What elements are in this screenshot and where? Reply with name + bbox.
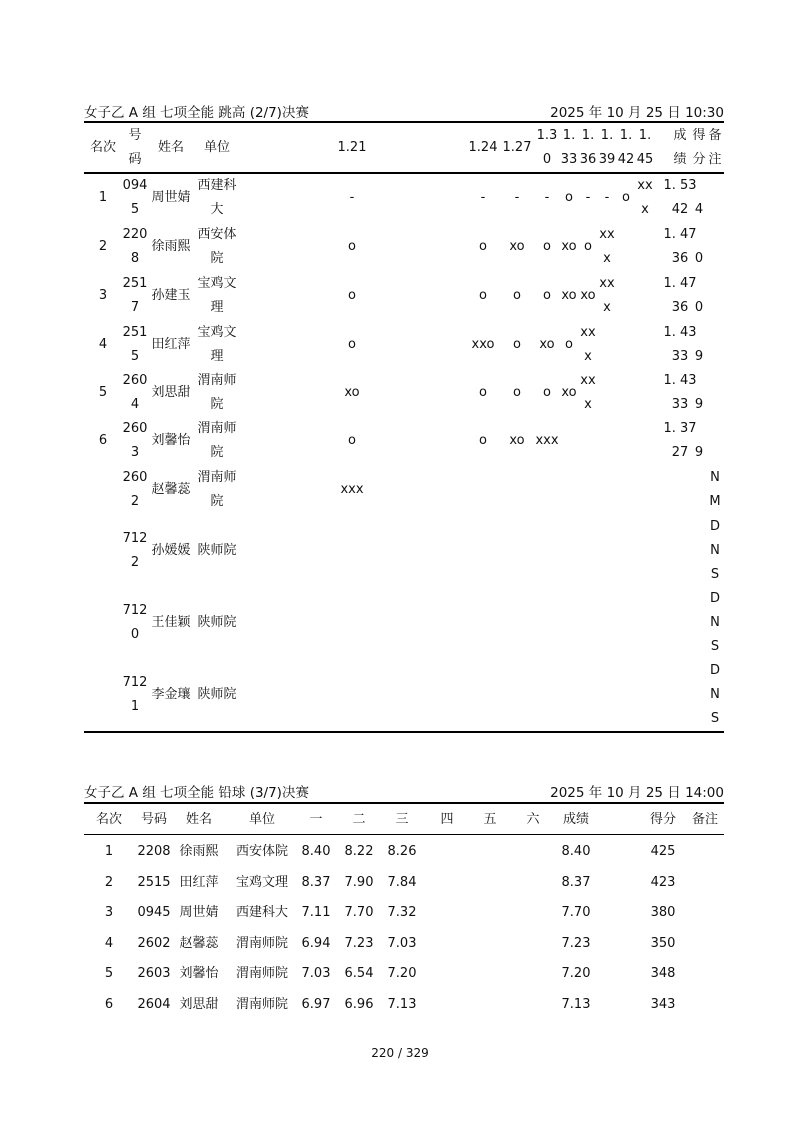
row-attempt-h124: o xyxy=(479,288,487,303)
col-height-header: 1. xyxy=(581,128,595,143)
row-attempt-h133: xo xyxy=(561,385,577,400)
row-attempt-h139: - xyxy=(604,190,610,205)
row-bib: 5 xyxy=(130,349,140,364)
row-result: 42 xyxy=(671,202,689,217)
row-unit: 理 xyxy=(210,349,224,364)
row-athlete-name: 刘思甜 xyxy=(151,385,191,400)
row-attempt-h121: o xyxy=(348,433,356,448)
shotput-header-cell: 一 xyxy=(309,812,323,827)
section2-title: 女子乙 A 组 七项全能 铅球 (3/7)决赛 xyxy=(84,785,309,801)
shotput-cell: 7.03 xyxy=(301,966,331,981)
row-athlete-name: 徐雨熙 xyxy=(151,239,191,254)
row-result: 1. 43 xyxy=(663,325,697,340)
row-unit: 渭南师 xyxy=(197,470,237,485)
shotput-cell: 380 xyxy=(650,905,676,920)
row-attempt-h136: x xyxy=(584,349,592,364)
shotput-cell: 2515 xyxy=(137,874,171,890)
row-attempt-h139: x xyxy=(603,251,611,266)
row-attempt-h133: xo xyxy=(561,288,577,303)
shotput-cell: 6 xyxy=(104,996,114,1012)
row-attempt-h136: xx xyxy=(580,373,596,388)
shotput-header-cell: 姓名 xyxy=(185,812,213,827)
col-height-header: 1. xyxy=(562,128,576,143)
row-attempt-h127: xo xyxy=(509,433,525,448)
row-result: 36 xyxy=(671,300,689,315)
row-attempt-h130: xxx xyxy=(535,433,559,448)
section1-title: 女子乙 A 组 七项全能 跳高 (2/7)决赛 xyxy=(84,105,309,121)
row-bib: 5 xyxy=(130,202,140,217)
row-unit: 理 xyxy=(210,300,224,315)
section1-top-rule xyxy=(84,121,724,123)
shotput-cell: 7.13 xyxy=(387,996,417,1012)
col-result-header: 成 xyxy=(673,128,687,143)
row-result: 1. 37 xyxy=(663,421,697,436)
row-result: 33 xyxy=(671,349,689,364)
row-attempt-h127: xo xyxy=(509,239,525,254)
shotput-cell: 7.70 xyxy=(561,905,591,920)
row-rank: 2 xyxy=(98,239,108,254)
row-remark: S xyxy=(710,711,720,726)
row-bib: 7 xyxy=(130,300,140,315)
shotput-cell: 5 xyxy=(104,966,114,981)
shotput-cell: 343 xyxy=(650,996,676,1012)
row-attempt-h124: o xyxy=(479,385,487,400)
shotput-cell: 刘思甜 xyxy=(179,996,219,1012)
shotput-cell: 2 xyxy=(104,874,114,890)
shotput-header-cell: 成绩 xyxy=(562,812,590,827)
row-bib: 712 xyxy=(122,603,148,618)
row-bib: 260 xyxy=(122,421,148,436)
row-attempt-h133: xo xyxy=(561,239,577,254)
col-height-header: 1.27 xyxy=(502,140,532,155)
shotput-cell: 3 xyxy=(104,905,114,920)
col-remark-header: 注 xyxy=(708,152,722,167)
row-athlete-name: 王佳颖 xyxy=(151,615,191,630)
row-rank: 6 xyxy=(98,433,108,448)
col-name-header: 姓名 xyxy=(157,140,185,155)
row-attempt-h130: - xyxy=(544,190,550,205)
row-rank: 1 xyxy=(98,190,108,205)
row-remark: N xyxy=(710,687,720,702)
row-attempt-h130: o xyxy=(543,385,551,400)
row-bib: 8 xyxy=(130,251,140,266)
shotput-cell: 田红萍 xyxy=(179,874,219,890)
row-athlete-name: 孙建玉 xyxy=(151,288,191,303)
shotput-cell: 2604 xyxy=(137,996,171,1012)
shotput-header-cell: 单位 xyxy=(248,812,276,827)
row-points: 9 xyxy=(694,397,704,412)
row-attempt-h121: - xyxy=(349,190,355,205)
shotput-cell: 渭南师院 xyxy=(235,935,289,951)
row-athlete-name: 周世婧 xyxy=(151,190,191,205)
shotput-cell: 8.40 xyxy=(301,844,331,859)
shotput-header-cell: 备注 xyxy=(691,812,719,827)
row-attempt-h142: o xyxy=(622,190,630,205)
col-bib-header: 号 xyxy=(128,128,142,143)
section1-bottom-rule xyxy=(84,731,724,733)
shotput-cell: 7.70 xyxy=(344,905,374,920)
row-bib: 0 xyxy=(130,627,140,642)
col-points-header: 得 xyxy=(692,128,706,143)
row-athlete-name: 孙媛媛 xyxy=(151,543,191,558)
row-attempt-h139: x xyxy=(603,300,611,315)
row-bib: 220 xyxy=(122,227,148,242)
row-unit: 院 xyxy=(210,251,224,266)
col-bib-header: 码 xyxy=(128,152,142,167)
row-attempt-h130: o xyxy=(543,239,551,254)
shotput-cell: 350 xyxy=(650,935,676,951)
row-attempt-h133: o xyxy=(565,337,573,352)
shotput-cell: 7.11 xyxy=(301,905,331,920)
row-unit: 陕师院 xyxy=(197,543,237,558)
shotput-cell: 7.23 xyxy=(344,935,374,951)
row-unit: 宝鸡文 xyxy=(197,325,237,340)
row-points: 0 xyxy=(694,251,704,266)
shotput-cell: 2602 xyxy=(137,935,171,951)
row-result: 36 xyxy=(671,251,689,266)
row-bib: 2 xyxy=(130,555,140,570)
shotput-cell: 8.26 xyxy=(387,844,417,859)
shotput-cell: 7.13 xyxy=(561,996,591,1012)
row-remark: D xyxy=(709,519,721,534)
row-bib: 712 xyxy=(122,531,148,546)
row-remark: S xyxy=(710,639,720,654)
col-height-header: 1.21 xyxy=(337,140,367,155)
section1-datetime: 2025 年 10 月 25 日 10:30 xyxy=(550,105,724,121)
shotput-header-cell: 四 xyxy=(440,812,454,827)
row-unit: 渭南师 xyxy=(197,373,237,388)
row-attempt-h124: xxo xyxy=(471,337,495,352)
row-attempt-h121: xo xyxy=(344,385,360,400)
row-attempt-h145: xx xyxy=(637,178,653,193)
col-height-header: 1. xyxy=(600,128,614,143)
shotput-header-cell: 号码 xyxy=(140,812,168,827)
section1-header-rule xyxy=(84,172,724,174)
row-rank: 4 xyxy=(98,337,108,352)
row-result: 1. 47 xyxy=(663,227,697,242)
shotput-cell: 8.37 xyxy=(561,874,591,890)
page-number: 220 / 329 xyxy=(371,1046,429,1060)
row-attempt-h136: xx xyxy=(580,325,596,340)
row-bib: 251 xyxy=(122,325,148,340)
col-rank-header: 名次 xyxy=(89,140,117,155)
row-attempt-h130: o xyxy=(543,288,551,303)
row-unit: 院 xyxy=(210,494,224,509)
row-unit: 院 xyxy=(210,445,224,460)
row-bib: 712 xyxy=(122,675,148,690)
row-rank: 3 xyxy=(98,288,108,303)
row-athlete-name: 刘馨怡 xyxy=(151,433,191,448)
shotput-cell: 6.97 xyxy=(301,996,331,1012)
row-attempt-h133: o xyxy=(565,190,573,205)
row-bib: 3 xyxy=(130,445,140,460)
row-attempt-h121: o xyxy=(348,239,356,254)
row-unit: 宝鸡文 xyxy=(197,276,237,291)
col-height-header: 39 xyxy=(598,152,616,167)
shotput-cell: 0945 xyxy=(137,905,171,920)
shotput-cell: 6.54 xyxy=(344,966,374,981)
row-athlete-name: 赵馨蕊 xyxy=(151,482,191,497)
row-bib: 2 xyxy=(130,494,140,509)
row-bib: 251 xyxy=(122,276,148,291)
shotput-cell: 刘馨怡 xyxy=(179,966,219,981)
shotput-cell: 西安体院 xyxy=(235,844,289,859)
col-result-header: 绩 xyxy=(673,152,687,167)
shotput-cell: 348 xyxy=(650,966,676,981)
row-bib: 094 xyxy=(122,178,148,193)
row-attempt-h121: o xyxy=(348,288,356,303)
col-points-header: 分 xyxy=(692,152,706,167)
shotput-cell: 宝鸡文理 xyxy=(235,874,289,890)
row-attempt-h136: - xyxy=(585,190,591,205)
col-height-header: 33 xyxy=(560,152,578,167)
section2-top-rule xyxy=(84,802,724,804)
col-height-header: 45 xyxy=(636,152,654,167)
shotput-cell: 7.84 xyxy=(387,874,417,890)
shotput-cell: 7.90 xyxy=(344,874,374,890)
shotput-cell: 4 xyxy=(104,935,114,951)
shotput-cell: 6.94 xyxy=(301,935,331,951)
shotput-header-cell: 三 xyxy=(395,812,409,827)
row-bib: 1 xyxy=(130,699,140,714)
row-points: 9 xyxy=(694,349,704,364)
shotput-header-cell: 六 xyxy=(526,812,540,827)
row-attempt-h139: xx xyxy=(599,227,615,242)
shotput-cell: 7.23 xyxy=(561,935,591,951)
row-result: 1. 43 xyxy=(663,373,697,388)
row-attempt-h124: o xyxy=(479,433,487,448)
row-remark: D xyxy=(709,591,721,606)
shotput-header-cell: 名次 xyxy=(95,812,123,827)
shotput-header-cell: 二 xyxy=(352,812,366,827)
row-result: 27 xyxy=(671,445,689,460)
row-attempt-h121: xxx xyxy=(340,482,364,497)
section2-datetime: 2025 年 10 月 25 日 14:00 xyxy=(550,785,724,801)
row-unit: 大 xyxy=(210,202,224,217)
shotput-cell: 西建科大 xyxy=(235,905,289,920)
shotput-cell: 423 xyxy=(650,874,676,890)
shotput-header-cell: 得分 xyxy=(649,812,677,827)
row-attempt-h136: x xyxy=(584,397,592,412)
row-bib: 260 xyxy=(122,470,148,485)
col-height-header: 1.24 xyxy=(468,140,498,155)
shotput-cell: 8.37 xyxy=(301,874,331,890)
shotput-cell: 2208 xyxy=(137,844,171,859)
row-athlete-name: 李金瓖 xyxy=(151,687,191,702)
row-attempt-h127: - xyxy=(514,190,520,205)
row-remark: N xyxy=(710,615,720,630)
col-remark-header: 备 xyxy=(708,128,722,143)
shotput-cell: 8.22 xyxy=(344,844,374,859)
row-unit: 陕师院 xyxy=(197,687,237,702)
shotput-cell: 7.32 xyxy=(387,905,417,920)
shotput-cell: 徐雨熙 xyxy=(179,844,219,859)
row-attempt-h124: o xyxy=(479,239,487,254)
row-points: 0 xyxy=(694,300,704,315)
row-attempt-h130: xo xyxy=(539,337,555,352)
shotput-header-cell: 五 xyxy=(483,812,497,827)
row-result: 1. 47 xyxy=(663,276,697,291)
row-unit: 西建科 xyxy=(197,178,237,193)
row-attempt-h136: o xyxy=(584,239,592,254)
col-height-header: 1. xyxy=(619,128,633,143)
shotput-cell: 6.96 xyxy=(344,996,374,1012)
shotput-cell: 7.03 xyxy=(387,935,417,951)
row-remark: S xyxy=(710,567,720,582)
row-remark: N xyxy=(710,470,720,485)
col-height-header: 42 xyxy=(617,152,635,167)
row-attempt-h127: o xyxy=(513,288,521,303)
shotput-cell: 渭南师院 xyxy=(235,966,289,981)
col-height-header: 1. xyxy=(638,128,652,143)
row-remark: N xyxy=(710,543,720,558)
row-unit: 陕师院 xyxy=(197,615,237,630)
row-points: 9 xyxy=(694,445,704,460)
shotput-cell: 渭南师院 xyxy=(235,996,289,1012)
row-unit: 院 xyxy=(210,397,224,412)
shotput-cell: 赵馨蕊 xyxy=(179,935,219,951)
row-unit: 西安体 xyxy=(197,227,237,242)
row-points: 4 xyxy=(694,202,704,217)
col-height-header: 36 xyxy=(579,152,597,167)
shotput-cell: 周世婧 xyxy=(179,905,219,920)
shotput-cell: 8.40 xyxy=(561,844,591,859)
row-attempt-h121: o xyxy=(348,337,356,352)
row-result: 1. 53 xyxy=(663,178,697,193)
shotput-cell: 2603 xyxy=(137,966,171,981)
row-attempt-h124: - xyxy=(480,190,486,205)
row-athlete-name: 田红萍 xyxy=(151,337,191,352)
row-attempt-h127: o xyxy=(513,385,521,400)
row-attempt-h145: x xyxy=(641,202,649,217)
row-attempt-h136: xo xyxy=(580,288,596,303)
shotput-cell: 7.20 xyxy=(561,966,591,981)
col-height-header: 1.3 xyxy=(536,128,558,143)
row-rank: 5 xyxy=(98,385,108,400)
shotput-cell: 7.20 xyxy=(387,966,417,981)
shotput-cell: 1 xyxy=(104,844,114,859)
row-result: 33 xyxy=(671,397,689,412)
row-attempt-h127: o xyxy=(513,337,521,352)
shotput-cell: 425 xyxy=(650,844,676,859)
row-bib: 260 xyxy=(122,373,148,388)
row-unit: 渭南师 xyxy=(197,421,237,436)
col-height-header: 0 xyxy=(542,152,552,167)
col-unit-header: 单位 xyxy=(203,140,231,155)
row-attempt-h139: xx xyxy=(599,276,615,291)
row-bib: 4 xyxy=(130,397,140,412)
row-remark: D xyxy=(709,663,721,678)
row-remark: M xyxy=(709,494,721,509)
section2-header-rule xyxy=(84,834,724,835)
